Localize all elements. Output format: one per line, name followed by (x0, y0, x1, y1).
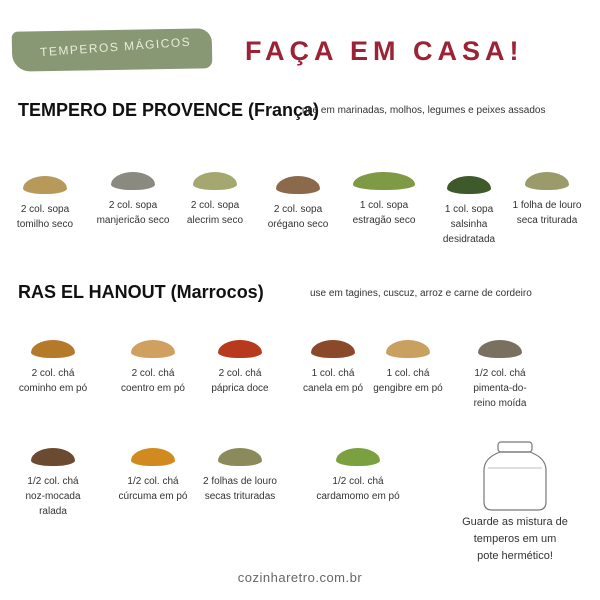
badge-text: TEMPEROS MÁGICOS (39, 34, 192, 60)
ingredient-text: cominho em pó (18, 383, 88, 394)
ingredient-text: 2 col. sopa (273, 204, 323, 215)
ingredient-text: 1 col. chá (311, 368, 355, 379)
ingredient-text: 2 folhas de louro (203, 476, 277, 487)
ras-ingredient (192, 340, 288, 396)
ras-ingredient (360, 340, 456, 396)
ingredient-text: orégano seco (267, 219, 329, 230)
provence-ingredient (250, 172, 346, 232)
ras-ingredient (310, 448, 406, 504)
ingredient-text: 2 col. chá (31, 368, 75, 379)
jar-line-3: pote hermético! (477, 550, 553, 562)
ingredient-text: canela em pó (302, 383, 364, 394)
ingredient-text: 1/2 col. chá (27, 476, 79, 487)
spice-pile-icon (447, 176, 491, 194)
ingredient-text: 1 col. sopa (359, 200, 409, 211)
spice-pile-icon (31, 340, 75, 358)
spice-pile-icon (336, 448, 380, 466)
ingredient-text: páprica doce (211, 383, 269, 394)
ingredient-text: 1 col. sopa (444, 204, 494, 215)
spice-pile-icon (386, 340, 430, 358)
provence-ingredient (167, 172, 263, 228)
ingredient-text: 2 col. sopa (20, 204, 70, 215)
ingredient-text: ralada (39, 506, 67, 517)
spice-pile-icon (218, 340, 262, 358)
ingredient-text: noz-mocada (25, 491, 81, 502)
provence-title: TEMPERO DE PROVENCE (França) (18, 100, 320, 120)
spice-pile-icon (31, 448, 75, 466)
ingredient-text: coentro em pó (121, 383, 185, 394)
provence-ingredient (336, 172, 432, 228)
ingredient-text: secas trituradas (204, 491, 276, 502)
ras-ingredient (192, 448, 288, 504)
ingredient-text: desidratada (442, 234, 496, 245)
ras-title: RAS EL HANOUT (Marrocos) (18, 282, 264, 302)
ingredient-text: 1/2 col. chá (127, 476, 179, 487)
spice-pile-icon (23, 176, 67, 194)
provence-ingredient (499, 172, 595, 228)
ras-ingredient (105, 448, 201, 504)
ingredient-text: cardamomo em pó (316, 491, 400, 502)
spice-pile-icon (131, 448, 175, 466)
jar-line-2: temperos em um (473, 533, 557, 545)
ingredient-text: tomilho seco (16, 219, 74, 230)
spice-pile-icon (525, 172, 569, 190)
ingredient-text: estragão seco (352, 215, 416, 226)
provence-ingredient (0, 172, 93, 232)
ingredient-text: 1/2 col. chá (332, 476, 384, 487)
ingredient-text: seca triturada (516, 215, 578, 226)
jar-caption (440, 514, 590, 565)
jar-line-1: Guarde as mistura de (462, 516, 568, 528)
ras-ingredient (452, 340, 548, 411)
ingredient-text: 2 col. chá (131, 368, 175, 379)
ras-ingredient (105, 340, 201, 396)
spice-pile-icon (276, 176, 320, 194)
ingredient-text: reino moída (473, 398, 527, 409)
ingredient-text: cúrcuma em pó (118, 491, 188, 502)
spice-pile-icon (311, 340, 355, 358)
ingredient-text: alecrim seco (186, 215, 244, 226)
ingredient-text: salsinha (450, 219, 488, 230)
ingredient-text: 1 col. chá (386, 368, 430, 379)
spice-pile-icon (111, 172, 155, 190)
footer-url: cozinharetro.com.br (237, 570, 363, 585)
spice-pile-icon (131, 340, 175, 358)
ingredient-text: pimenta-do- (473, 383, 527, 394)
jar-icon (478, 440, 552, 512)
spice-pile-icon (218, 448, 262, 466)
brand-badge (12, 28, 213, 71)
ras-use: use em tagines, cuscuz, arroz e carne de cordeiro (310, 288, 532, 299)
ingredient-text: gengibre em pó (373, 383, 443, 394)
ingredient-text: 1/2 col. chá (474, 368, 526, 379)
spice-pile-icon (478, 340, 522, 358)
ingredient-text: manjericão seco (96, 215, 170, 226)
ingredient-text: 2 col. sopa (190, 200, 240, 211)
spice-pile-icon (193, 172, 237, 190)
ingredient-text: 2 col. sopa (108, 200, 158, 211)
ras-ingredient (5, 448, 101, 519)
provence-use: use em marinadas, molhos, legumes e peixes assados (302, 105, 546, 116)
page-title: FAÇA EM CASA! (245, 36, 524, 66)
ingredient-text: 2 col. chá (218, 368, 262, 379)
spice-pile-icon (353, 172, 415, 190)
ingredient-text: 1 folha de louro (512, 200, 582, 211)
ras-ingredient (5, 340, 101, 396)
